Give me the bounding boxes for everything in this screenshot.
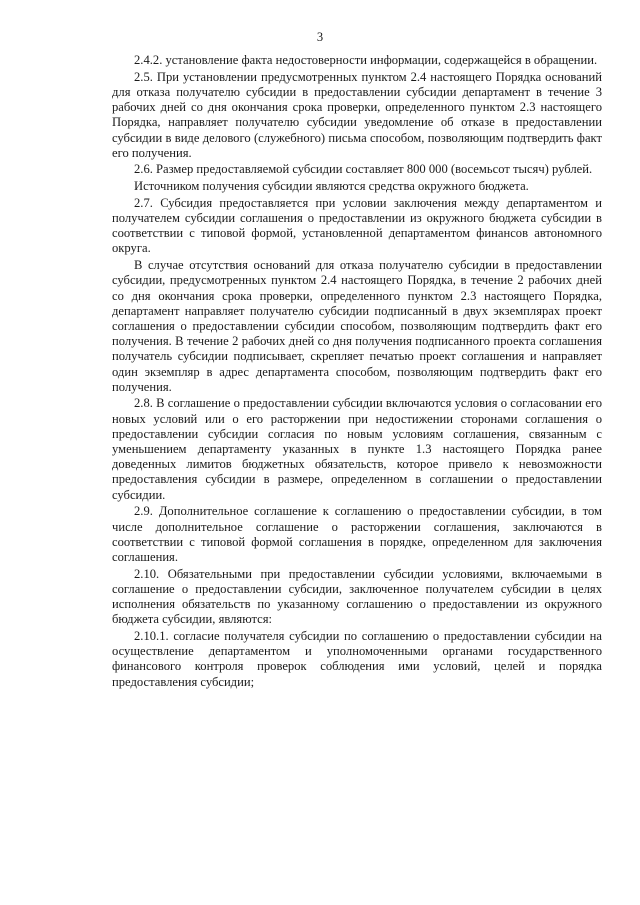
paragraph-2-7: 2.7. Субсидия предоставляется при условии заключения между департаментом и получателем субсидии соглашения о предоставлении из окружного бюджета субсидии в соответствии с типовой формой, установленной департаментом финансов автономного округа. xyxy=(112,195,602,256)
paragraph-2-8: 2.8. В соглашение о предоставлении субсидии включаются условия о согласовании его новых условий или о его расторжении при недостижении сторонами соглашения о предоставлении субсидии согласия по новым условиям соглашения, связанным с уменьшением департаменту указанных в пункте 1.3 настоящего Порядка ранее доведенных лимитов бюджетных обязательств, которое привело к невозможности предоставления субсидии в размере, определенном в соглашении о предоставлении субсидии. xyxy=(112,396,602,502)
paragraph-2-10-1: 2.10.1. согласие получателя субсидии по соглашению о предоставлении субсидии на осуществление департаментом и уполномоченными органами государственного финансового контроля проверок соблюдения ими условий, целей и порядка предоставления субсидии; xyxy=(112,629,602,689)
paragraph-2-9: 2.9. Дополнительное соглашение к соглашению о предоставлении субсидии, в том числе дополнительное соглашение о расторжении соглашения, заключаются в соответствии с типовой формой соглашения в порядке, определенном для заключения соглашения. xyxy=(112,504,602,564)
paragraph-no-refusal-case: В случае отсутствия оснований для отказа получателю субсидии в предоставлении субсидии, предусмотренных пунктом 2.4 настоящего Порядка, в течение 2 рабочих дней со дня окончания срока проверки, определенного пунктом 2.3 настоящего Порядка, департамент направляет получателю субсидии подписанный в двух экземплярах проект соглашения о предоставлении субсидии способом, позволяющим подтвердить факт его получения. В течение 2 рабочих дней со дня получения подписанного проекта соглашения получатель субсидии подписывает, скрепляет печатью проект соглашения и направляет один экземпляр в адрес департамента способом, позволяющим подтвердить факт его получения. xyxy=(112,258,602,394)
paragraph-2-6: 2.6. Размер предоставляемой субсидии составляет 800 000 (восемьсот тысяч) рублей. xyxy=(134,162,593,177)
paragraph-2-4-2: 2.4.2. установление факта недостоверности информации, содержащейся в обращении. xyxy=(134,53,598,67)
paragraph-2-5: 2.5. При установлении предусмотренных пунктом 2.4 настоящего Порядка оснований для отказа получателю субсидии в предоставлении субсидии департамент в течение 3 рабочих дней со дня окончания срока проверки, определенного пунктом 2.3 настоящего Порядка, направляет получателю субсидии уведомление об отказе в предоставлении субсидии в виде делового (служебного) письма способом, позволяющим подтвердить факт его получения. xyxy=(112,69,602,160)
document-body xyxy=(112,53,602,691)
paragraph-funding-source: Источником получения субсидии являются средства окружного бюджета. xyxy=(134,179,529,194)
page-number: 3 xyxy=(316,30,324,44)
paragraph-2-10: 2.10. Обязательными при предоставлении субсидии условиями, включаемыми в соглашение о предоставлении субсидии, заключенное получателем субсидии в целях исполнения обязательств по указанному соглашению о предоставлении из окружного бюджета субсидии, являются: xyxy=(112,566,602,627)
